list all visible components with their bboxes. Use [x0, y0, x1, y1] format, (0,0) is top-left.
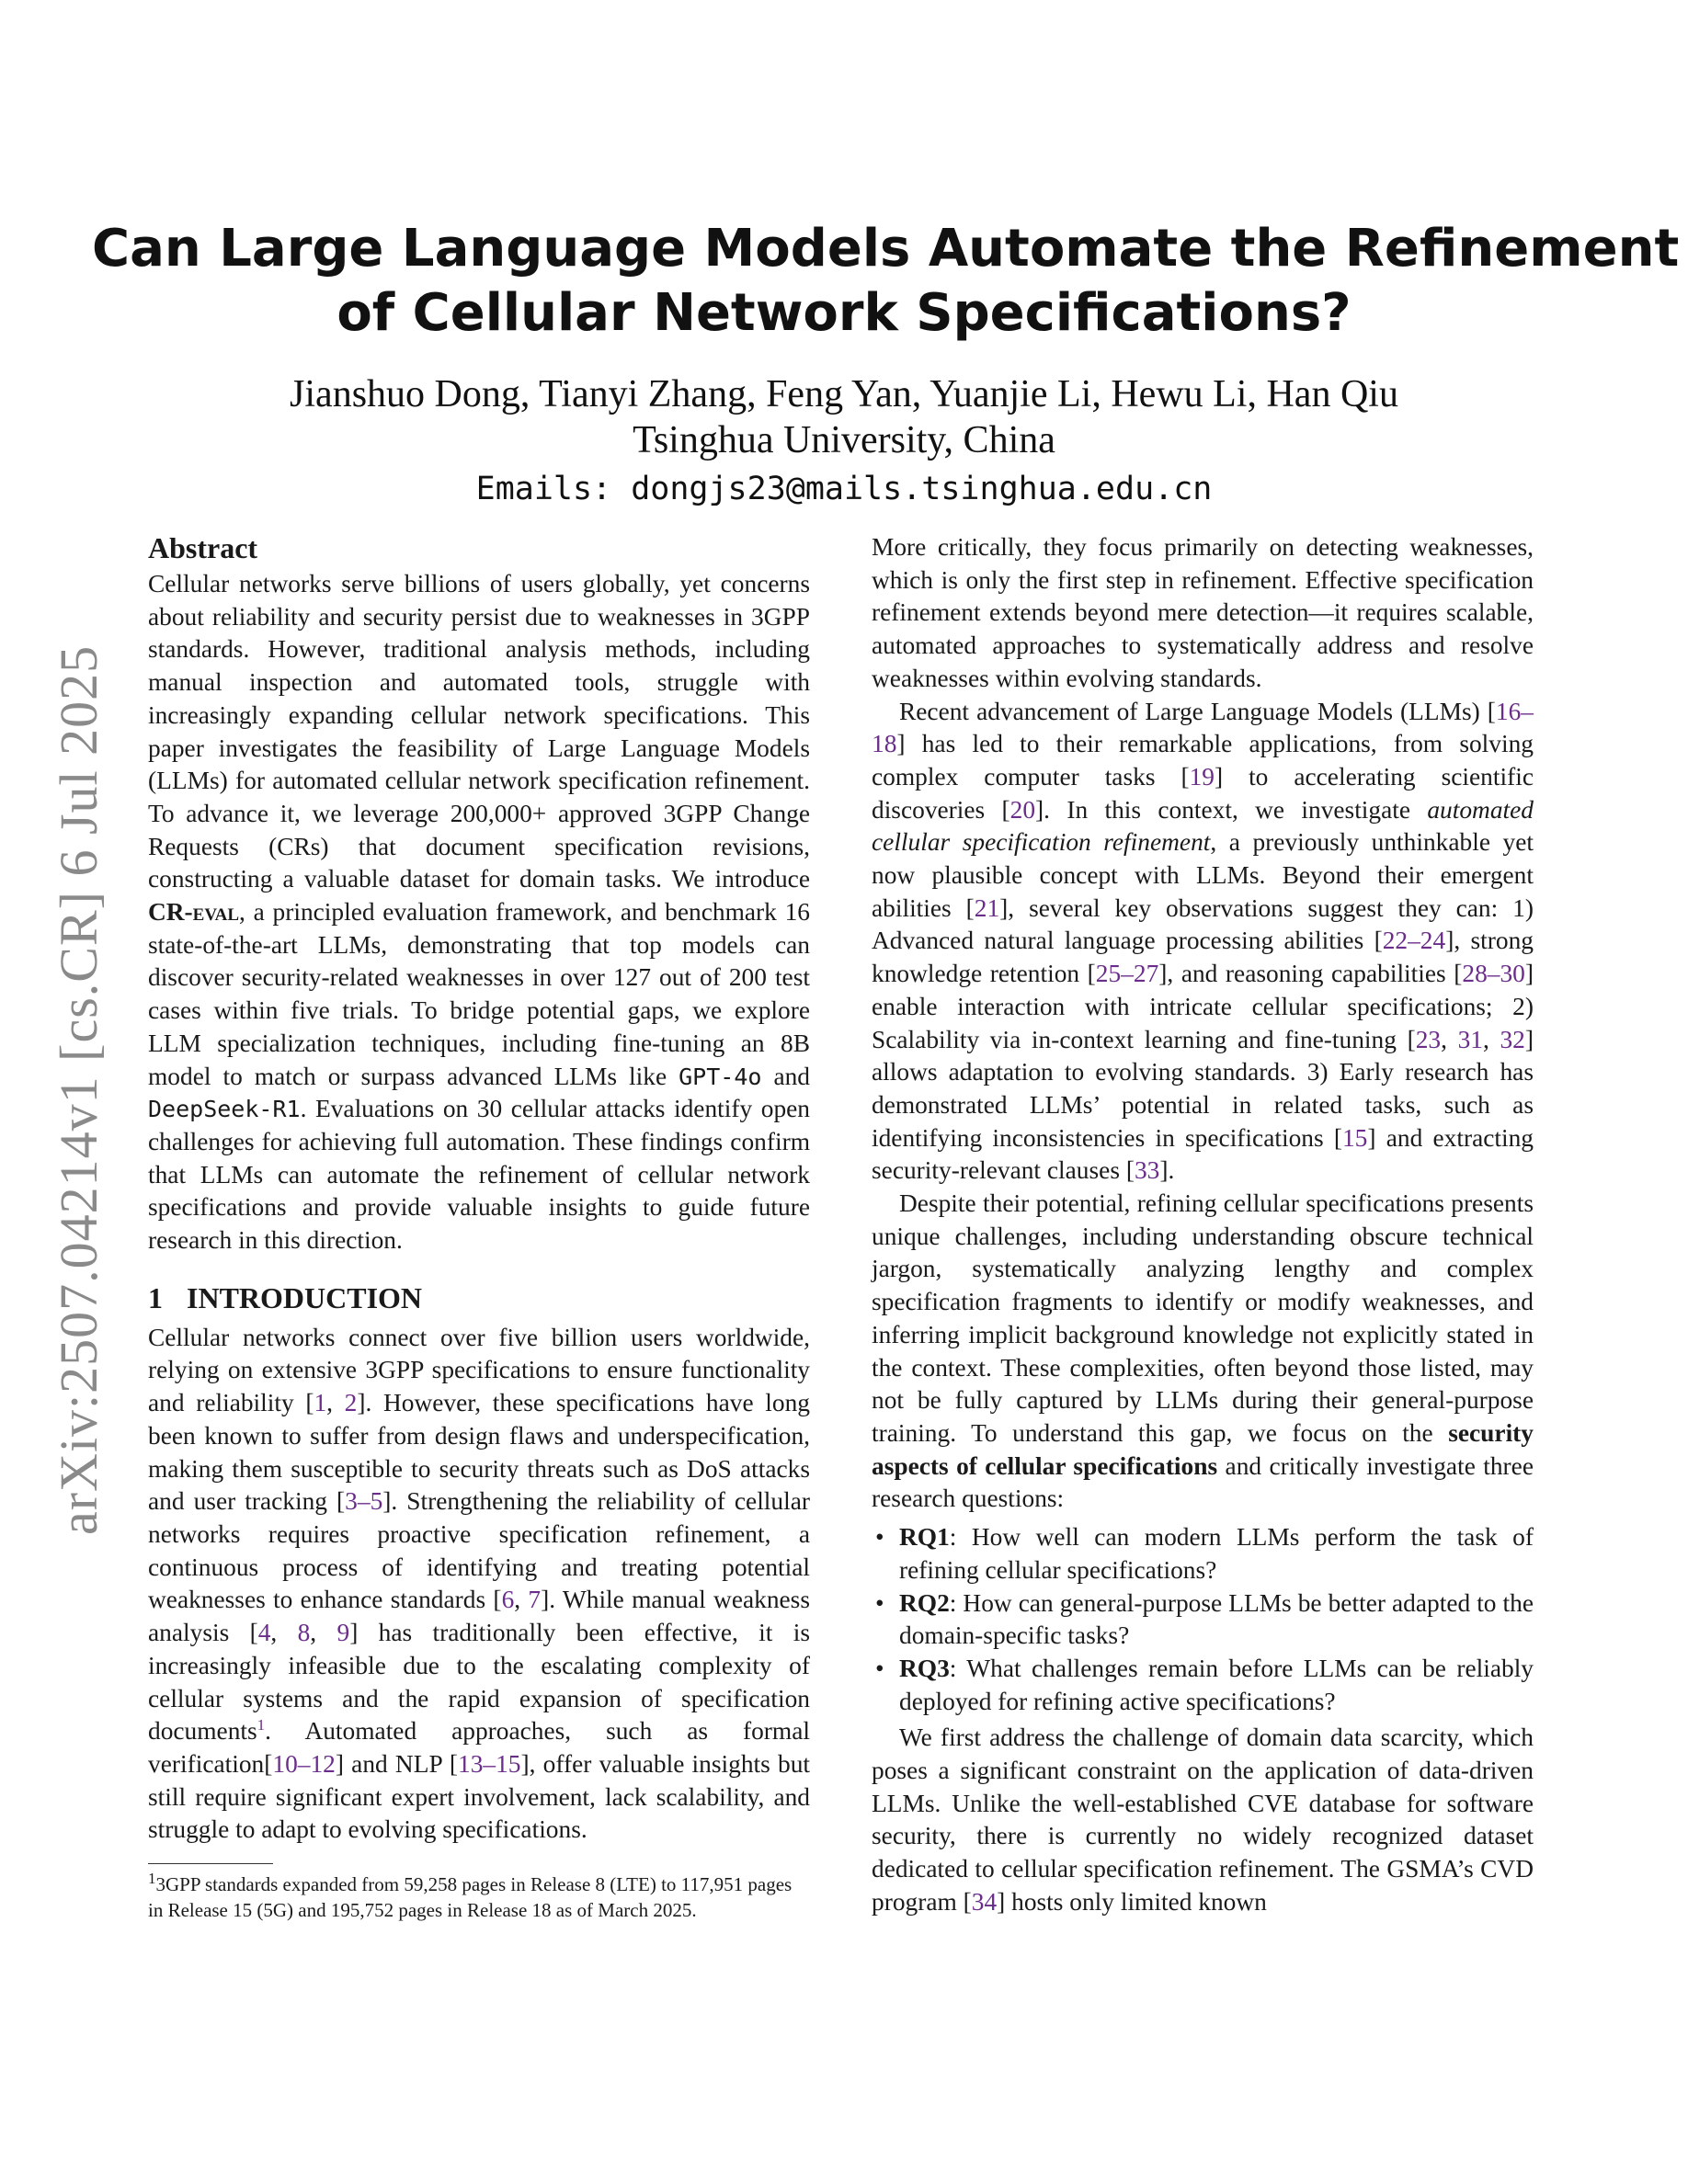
footnote: $^1$3GPP standards expanded from 59,258 pages in Release 8 (LTE) to 117,951 pages in Release 15 (5G) and 195,752 pages in Release 18 as of March 2025. [148, 1870, 793, 1922]
model-gpt4o: GPT-4o [679, 1063, 762, 1090]
citation-link[interactable]: 10–12 [272, 1749, 336, 1778]
citation-link[interactable]: 6 [501, 1586, 515, 1614]
email-line: Emails: dongjs23@mails.tsinghua.edu.cn [475, 471, 1213, 507]
abstract-body: Cellular networks serve billions of users globally, yet concerns about reliability and security persist due to weaknesses in 3GPP standards. However, traditional analysis methods, including manual inspection and automated tools, struggle with increasingly expanding cellular network specifications. This paper investigates the feasibility of Large Language Models (LLMs) for automated cellular network specification refinement. To advance it, we leverage 200,000+ approved 3GPP Change Requests (CRs) that document specification revisions, constructing a valuable dataset for domain tasks. We introduce CR-eval, a principled evaluation framework, and benchmark 16 state-of-the-art LLMs, demonstrating that top models can discover security-related weaknesses in over 127 out of 200 test cases within five trials. To bridge potential gaps, we explore LLM specialization techniques, including fine-tuning an 8B model to match or surpass advanced LLMs like GPT-4o and DeepSeek-R1. Evaluations on 30 cellular attacks identify open challenges for achieving full automation. These findings confirm that LLMs can automate the refinement of cellular network specifications and provide valuable insights to guide future research in this direction. [148, 570, 810, 1255]
author-list: Jianshuo Dong, Tianyi Zhang, Feng Yan, Yuanjie Li, Hewu Li, Han Qiu [290, 373, 1398, 415]
citation-link[interactable]: 28–30 [1462, 960, 1525, 988]
citation-link[interactable]: 32 [1500, 1025, 1525, 1053]
paragraph-llm-advancement: Recent advancement of Large Language Models (LLMs) [16–18] has led to their remarkable applications, from solving complex computer tasks [19] to accelerating scientific discoveries [20]. In this context, we investigate automated cellular specification refinement, a previously unthinkable yet now plausible concept with LLMs. Beyond their emergent abilities [21], several key observations suggest they can: 1) Advanced natural language processing abilities [22–24], strong knowledge retention [25–27], and reasoning capabilities [28–30] enable interaction with intricate cellular specifications; 2) Scalability via in-context learning and fine-tuning [23, 31, 32] allows adaptation to evolving standards. 3) Early research has demonstrated LLMs’ potential in related tasks, such as identifying inconsistencies in specifications [15] and extracting security-relevant clauses [33]. [872, 697, 1534, 1185]
title-line-2: of Cellular Network Specifications? [336, 283, 1352, 343]
author-block [92, 371, 1596, 463]
citation-link[interactable]: 13–15 [458, 1749, 521, 1778]
citation-link[interactable]: 25–27 [1095, 960, 1159, 988]
bold-focus: security aspects of cellular specifications [872, 1418, 1534, 1480]
arxiv-identifier: arXiv:2507.04214v1 [cs.CR] 6 Jul 2025 [49, 644, 108, 1535]
citation-link[interactable]: 3–5 [345, 1487, 383, 1516]
citation-link[interactable]: 20 [1009, 795, 1036, 824]
research-questions-list [872, 1521, 1534, 1718]
right-column [872, 531, 1534, 1919]
citation-link[interactable]: 22–24 [1382, 927, 1446, 955]
citation-link[interactable]: 23 [1415, 1025, 1442, 1053]
footnote-divider [148, 1863, 273, 1864]
citation-link[interactable]: 9 [336, 1619, 350, 1647]
footnote-marker[interactable]: 1 [257, 1716, 266, 1735]
emphasis-term: automated cellular specification refinement [872, 795, 1534, 857]
citation-link[interactable]: 15 [1341, 1123, 1368, 1152]
citation-link[interactable]: 33 [1134, 1156, 1160, 1185]
citation-link[interactable]: 1 [314, 1389, 327, 1417]
list-item-rq1: • RQ1: How well can modern LLMs perform the task of refining cellular specifications? [875, 1523, 1534, 1584]
citation-link[interactable]: 19 [1189, 762, 1215, 791]
left-column [148, 528, 810, 1923]
bullet-icon: • [875, 1588, 884, 1617]
citation-link[interactable]: 4 [257, 1619, 271, 1647]
bullet-icon: • [875, 1523, 884, 1552]
citation-link[interactable]: 7 [528, 1586, 542, 1614]
citation-link[interactable]: 8 [297, 1619, 311, 1647]
section-heading-introduction: 1 INTRODUCTION [148, 1280, 423, 1314]
title-line-1: Can Large Language Models Automate the Refinement [92, 219, 1680, 279]
paragraph-detection: More critically, they focus primarily on detecting weaknesses, which is only the first step in refinement. Effective specification refinement extends beyond mere detection—it requires scalable, automated approaches to systematically address and resolve weaknesses within evolving standards. [872, 533, 1534, 692]
cr-eval-name: CR-eval [148, 898, 240, 927]
citation-link[interactable]: 2 [344, 1389, 358, 1417]
citation-link[interactable]: 31 [1457, 1025, 1483, 1053]
citation-link[interactable]: 16–18 [872, 697, 1534, 758]
model-deepseek: DeepSeek-R1 [148, 1096, 301, 1123]
paper-title [92, 217, 1680, 346]
bullet-icon: • [875, 1654, 884, 1682]
affiliation: Tsinghua University, China [633, 419, 1055, 461]
list-item-rq2: • RQ2: How can general-purpose LLMs be better adapted to the domain-specific tasks? [875, 1588, 1534, 1650]
abstract-heading: Abstract [148, 531, 258, 564]
paragraph-data-scarcity: We first address the challenge of domain data scarcity, which poses a significant constraint on the application of data-driven LLMs. Unlike the well-established CVE database for software security, there is currently no widely recognized dataset dedicated to cellular specification refinement. The GSMA’s CVD program [34] hosts only limited known [872, 1723, 1534, 1916]
citation-link[interactable]: 21 [974, 893, 1000, 922]
list-item-rq3: • RQ3: What challenges remain before LLMs can be reliably deployed for refining active specifications? [875, 1654, 1534, 1715]
citation-link[interactable]: 34 [971, 1887, 998, 1916]
paragraph-challenges: Despite their potential, refining cellular specifications presents unique challenges, including understanding obscure technical jargon, systematically analyzing lengthy and complex specification fragments to identify or modify weaknesses, and inferring implicit background knowledge not explicitly stated in the context. These complexities, often beyond those listed, may not be fully captured by LLMs during their general-purpose training. To understand this gap, we focus on the security aspects of cellular specifications and critically investigate three research questions: [872, 1189, 1534, 1513]
intro-paragraph: Cellular networks connect over five billion users worldwide, relying on extensive 3GPP specifications to ensure functionality and reliability [1, 2]. However, these specifications have long been known to suffer from design flaws and underspecification, making them susceptible to security threats such as DoS attacks and user tracking [3–5]. Strengthening the reliability of cellular networks requires proactive specification refinement, a continuous process of identifying and treating potential weaknesses to enhance standards [6, 7]. While manual weakness analysis [4, 8, 9] has traditionally been effective, it is increasingly infeasible due to the escalating complexity of cellular systems and the rapid expansion of specification documents$^1$. Automated approaches, such as formal verification[10–12] and NLP [13–15], offer valuable insights but still require significant expert involvement, lack scalability, and struggle to adapt to evolving specifications. [148, 1323, 811, 1844]
